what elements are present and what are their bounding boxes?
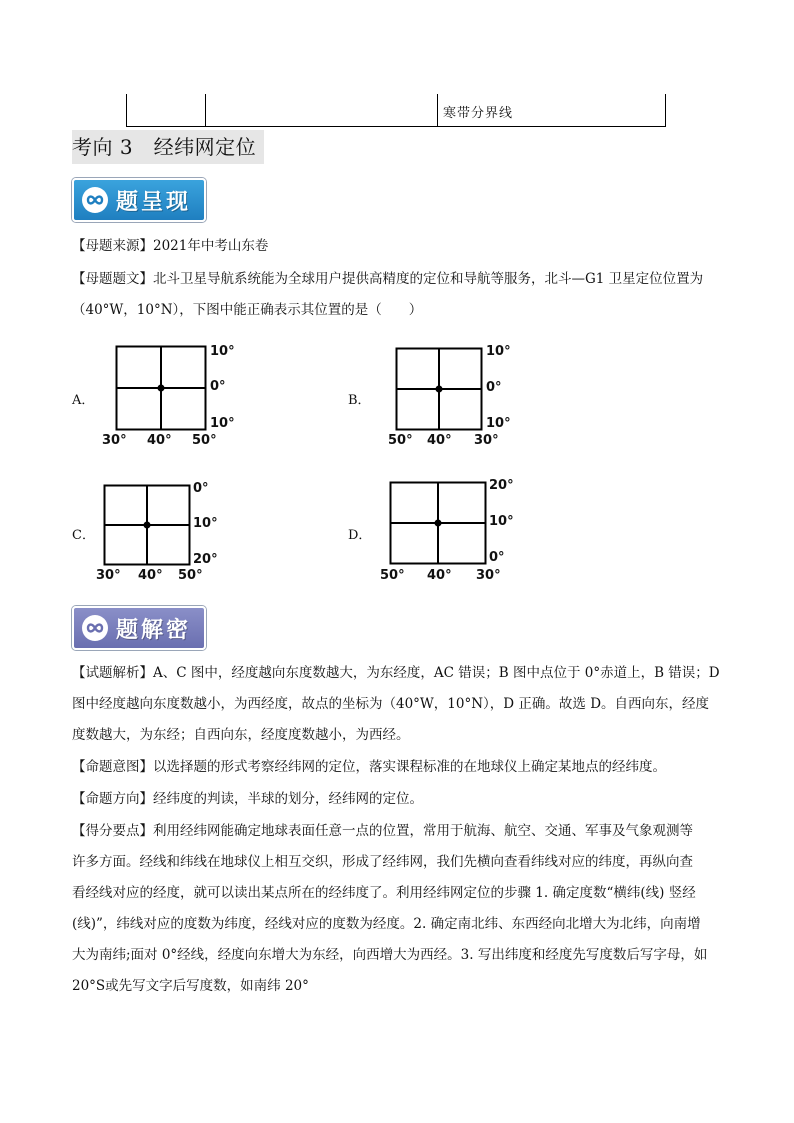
lon-label: 30° bbox=[102, 433, 127, 448]
analysis-line-1: A、C 图中，经度越向东度数越大，为东经度，AC 错误；B 图中点位于 0°赤道上，B 错误；D bbox=[153, 665, 720, 681]
top-table-fragment bbox=[126, 94, 666, 127]
direction-text: 经纬度的判读，半球的划分，经纬网的定位。 bbox=[153, 791, 423, 807]
infinity-icon bbox=[82, 187, 108, 213]
intent-text: 以选择题的形式考察经纬网的定位，落实课程标准的在地球仪上确定某地点的经纬度。 bbox=[153, 759, 666, 775]
analysis-line-2: 图中经度越向东度数越小，为西经度，故点的坐标为（40°W，10°N），D 正确。故选 D。自西向东，经度 bbox=[72, 696, 710, 712]
key-points-line-3: 看经线对应的经度，就可以读出某点所在的经纬度了。利用经纬网定位的步骤 1. 确定度数“横纬(线) 竖经 bbox=[72, 885, 696, 901]
option-letter: C． bbox=[72, 528, 95, 543]
table-border-left bbox=[126, 94, 127, 126]
source-tag: 【母题来源】 bbox=[72, 238, 153, 254]
grid-figure bbox=[390, 482, 486, 564]
direction-paragraph bbox=[72, 784, 726, 815]
intent-paragraph bbox=[72, 752, 726, 783]
table-border-inner bbox=[205, 94, 206, 126]
grid-figure bbox=[396, 348, 482, 430]
lon-label: 30° bbox=[474, 433, 499, 448]
lat-label: 0° bbox=[489, 550, 505, 565]
lat-label: 10° bbox=[489, 514, 514, 529]
badge-question-present bbox=[72, 178, 206, 222]
lon-label: 50° bbox=[388, 433, 413, 448]
lat-label: 10° bbox=[210, 416, 235, 431]
option-letter: A． bbox=[72, 393, 95, 408]
lon-label: 40° bbox=[427, 568, 452, 583]
lon-label: 50° bbox=[192, 433, 217, 448]
option-letter: D． bbox=[348, 528, 372, 543]
key-points-tag: 【得分要点】 bbox=[72, 823, 153, 839]
section-title: 考向 3 经纬网定位 bbox=[72, 130, 264, 164]
lat-label: 10° bbox=[486, 344, 511, 359]
badge-label: 题呈现 bbox=[116, 189, 192, 215]
location-point bbox=[436, 386, 443, 393]
grid-figure bbox=[116, 346, 206, 430]
lat-label: 0° bbox=[193, 481, 209, 496]
table-border-inner bbox=[437, 94, 438, 126]
intent-tag: 【命题意图】 bbox=[72, 759, 153, 775]
stem-line-1: 北斗卫星导航系统能为全球用户提供高精度的定位和导航等服务，北斗—G1 卫星定位位置为 bbox=[153, 271, 704, 287]
lat-label: 10° bbox=[210, 344, 235, 359]
lon-label: 40° bbox=[147, 433, 172, 448]
grid-figure bbox=[104, 485, 190, 565]
analysis-line-3: 度数越大，为东经；自西向东，经度度数越小，为西经。 bbox=[72, 727, 410, 743]
key-points-line-5: 大为南纬;面对 0°经线，经度向东增大为东经，向西增大为西经。3. 写出纬度和经度先写度数后写字母，如 bbox=[72, 947, 708, 963]
lon-label: 40° bbox=[427, 433, 452, 448]
key-points-paragraph bbox=[72, 816, 726, 1002]
analysis-tag: 【试题解析】 bbox=[72, 665, 153, 681]
analysis-paragraph bbox=[72, 658, 726, 751]
lat-label: 20° bbox=[489, 478, 514, 493]
badge-question-secret bbox=[72, 606, 206, 650]
lon-label: 50° bbox=[380, 568, 405, 583]
lat-label: 0° bbox=[486, 380, 502, 395]
lon-label: 30° bbox=[476, 568, 501, 583]
key-points-line-2: 许多方面。经线和纬线在地球仪上相互交织，形成了经纬网，我们先横向查看纬线对应的纬度，再纵向查 bbox=[72, 854, 693, 870]
direction-tag: 【命题方向】 bbox=[72, 791, 153, 807]
source-text: 2021年中考山东卷 bbox=[153, 238, 269, 254]
table-border-right bbox=[665, 94, 666, 126]
table-cell-text: 寒带分界线 bbox=[443, 106, 514, 121]
badge-label: 题解密 bbox=[116, 617, 192, 643]
location-point bbox=[158, 385, 165, 392]
lat-label: 10° bbox=[193, 516, 218, 531]
stem-tag: 【母题题文】 bbox=[72, 271, 153, 287]
question-source bbox=[72, 231, 726, 262]
key-points-line-6: 20°S或先写文字后写度数，如南纬 20° bbox=[72, 978, 309, 994]
lon-label: 50° bbox=[178, 568, 203, 583]
infinity-icon bbox=[82, 615, 108, 641]
question-stem bbox=[72, 264, 726, 326]
location-point bbox=[435, 520, 442, 527]
lon-label: 30° bbox=[96, 568, 121, 583]
lat-label: 20° bbox=[193, 552, 218, 567]
location-point bbox=[144, 522, 151, 529]
lat-label: 10° bbox=[486, 416, 511, 431]
lon-label: 40° bbox=[138, 568, 163, 583]
key-points-line-1: 利用经纬网能确定地球表面任意一点的位置，常用于航海、航空、交通、军事及气象观测等 bbox=[153, 823, 693, 839]
key-points-line-4: (线)”，纬线对应的度数为纬度，经线对应的度数为经度。2. 确定南北纬、东西经向北增大为北纬，向南增 bbox=[72, 916, 701, 932]
lat-label: 0° bbox=[210, 379, 226, 394]
option-letter: B． bbox=[348, 393, 371, 408]
stem-line-2: （40°W，10°N），下图中能正确表示其位置的是（ ） bbox=[72, 302, 423, 318]
